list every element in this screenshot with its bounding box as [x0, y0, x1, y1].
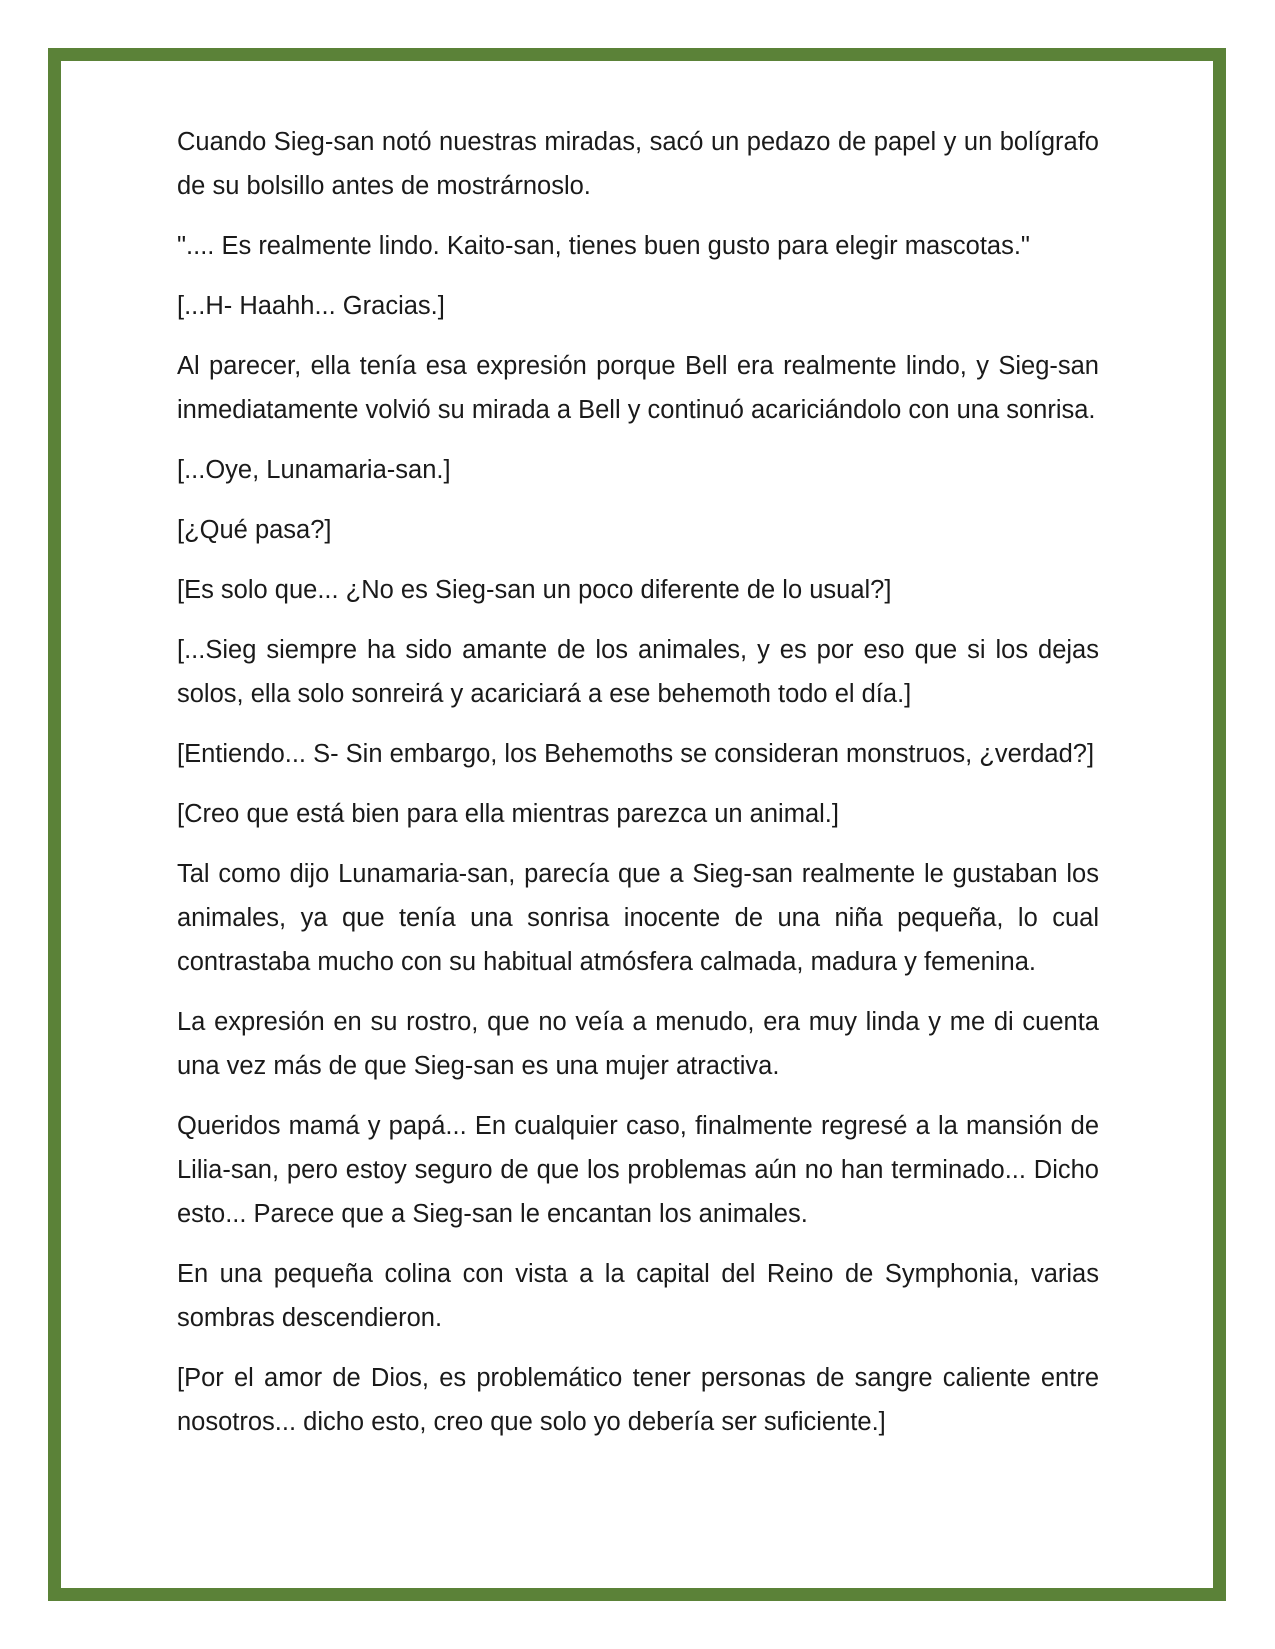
paragraph-9: [Entiendo... S- Sin embargo, los Behemoths se consideran monstruos, ¿verdad?]	[177, 740, 1095, 768]
paragraph-8: [...Sieg siempre ha sido amante de los animales, y es por eso que si los dejas solos, ella solo sonreirá y acariciará a ese behemoth todo el día.]	[177, 636, 1099, 708]
paragraph-10: [Creo que está bien para ella mientras parezca un animal.]	[177, 800, 839, 828]
paragraph-14: En una pequeña colina con vista a la capital del Reino de Symphonia, varias sombras descendieron.	[177, 1260, 1099, 1332]
paragraph-4: Al parecer, ella tenía esa expresión porque Bell era realmente lindo, y Sieg-san inmediatamente volvió su mirada a Bell y continuó acariciándolo con una sonrisa.	[177, 352, 1099, 424]
paragraph-12: La expresión en su rostro, que no veía a menudo, era muy linda y me di cuenta una vez más de que Sieg-san es una mujer atractiva.	[177, 1008, 1099, 1080]
paragraph-2: ".... Es realmente lindo. Kaito-san, tienes buen gusto para elegir mascotas."	[177, 232, 1030, 260]
paragraph-5: [...Oye, Lunamaria-san.]	[177, 456, 451, 484]
paragraph-6: [¿Qué pasa?]	[177, 516, 332, 544]
paragraph-13: Queridos mamá y papá... En cualquier caso, finalmente regresé a la mansión de Lilia-san, pero estoy seguro de que los problemas aún no han terminado... Dicho esto... Parece que a Sieg-san le encantan los animales.	[177, 1112, 1099, 1228]
paragraph-15: [Por el amor de Dios, es problemático tener personas de sangre caliente entre nosotros... dicho esto, creo que solo yo debería ser suficiente.]	[177, 1364, 1099, 1436]
paragraph-1: Cuando Sieg-san notó nuestras miradas, sacó un pedazo de papel y un bolígrafo de su bolsillo antes de mostrárnoslo.	[177, 128, 1099, 200]
document-text-body	[177, 120, 1099, 1460]
paragraph-11: Tal como dijo Lunamaria-san, parecía que a Sieg-san realmente le gustaban los animales, ya que tenía una sonrisa inocente de una niña pequeña, lo cual contrastaba mucho con su habitual atmósfera calmada, madura y femenina.	[177, 860, 1099, 976]
paragraph-3: [...H- Haahh... Gracias.]	[177, 292, 445, 320]
paragraph-7: [Es solo que... ¿No es Sieg-san un poco diferente de lo usual?]	[177, 576, 892, 604]
